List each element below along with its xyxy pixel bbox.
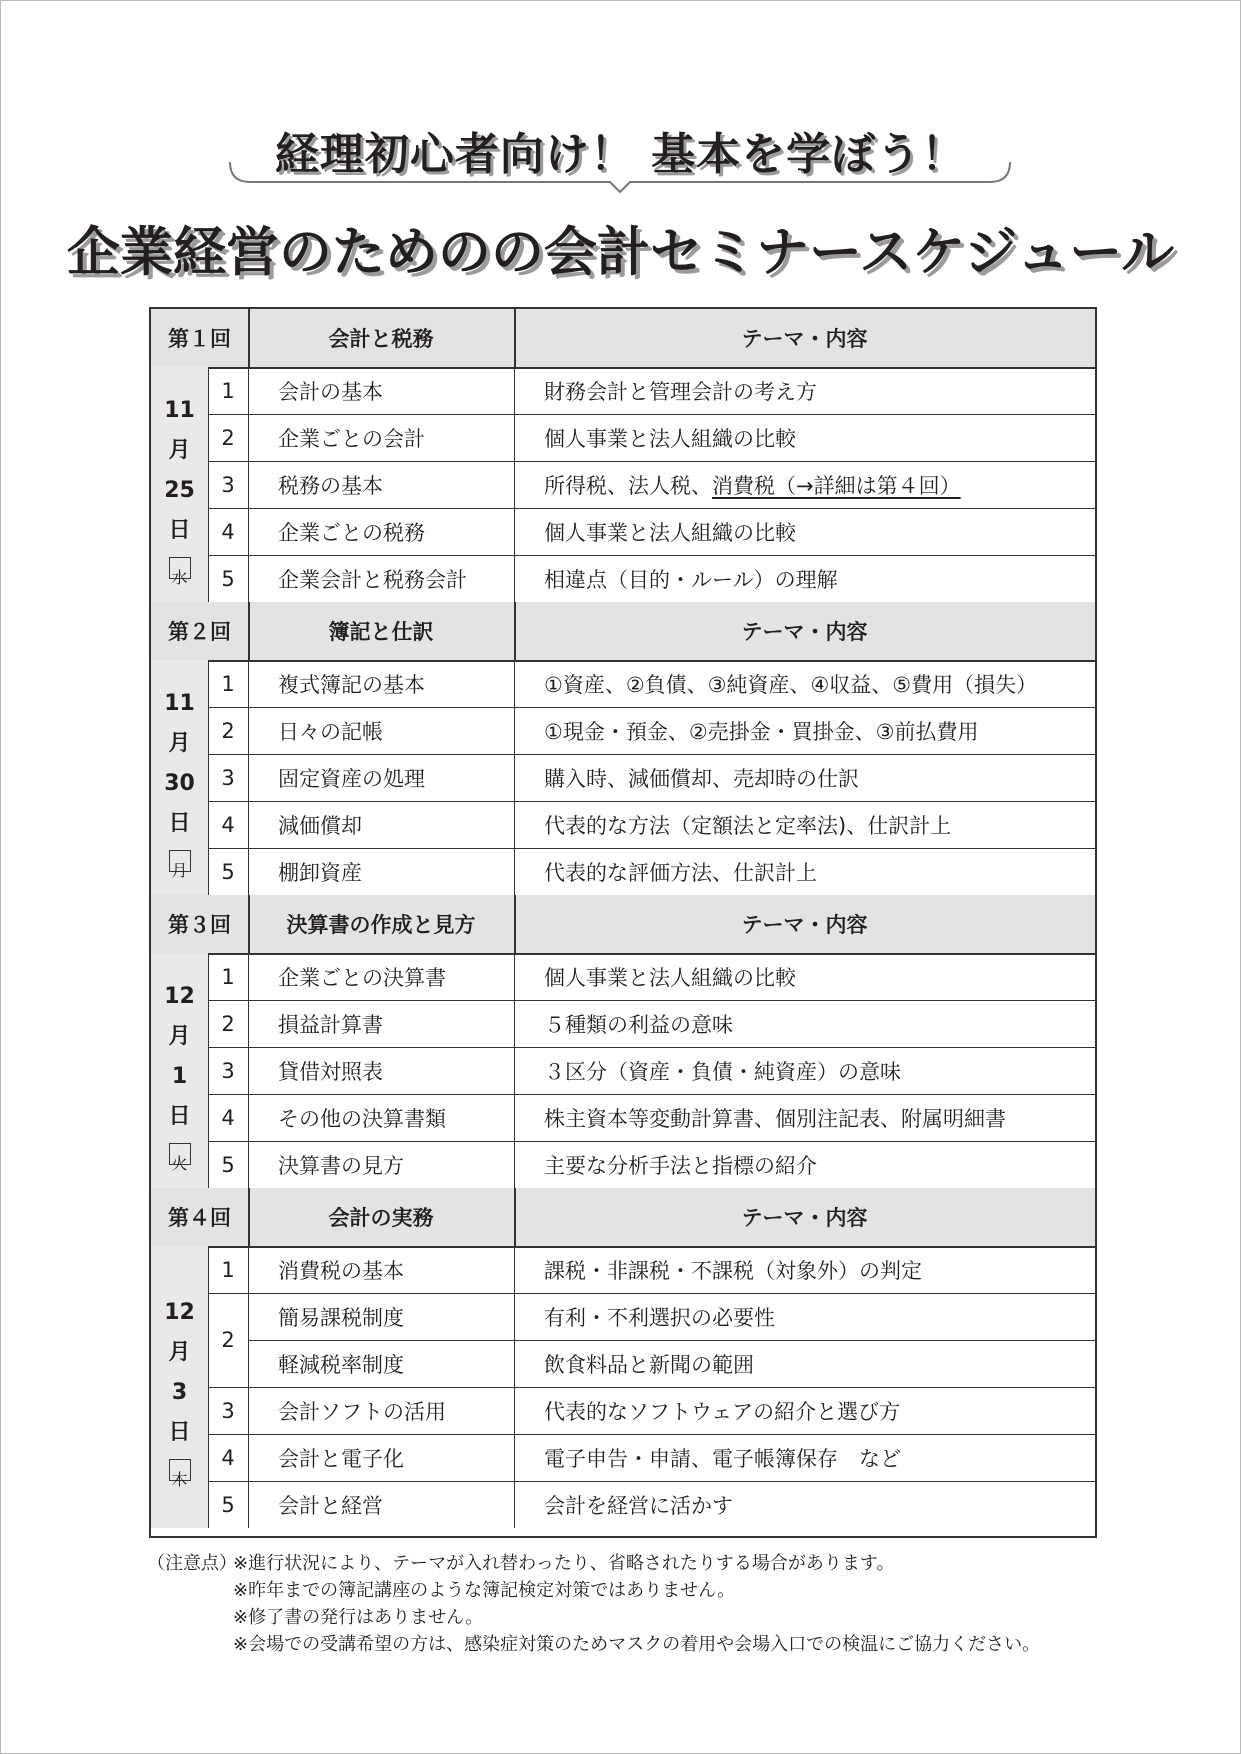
session-date bbox=[151, 953, 208, 1188]
date-part: 月 bbox=[168, 730, 191, 756]
row-topic: 日々の記帳 bbox=[278, 719, 383, 744]
notes bbox=[147, 1550, 1107, 1658]
row-topic: 固定資産の処理 bbox=[278, 766, 425, 791]
row-content-text: ５種類の利益の意味 bbox=[544, 1012, 733, 1037]
session-category: 会計と税務 bbox=[328, 327, 434, 351]
row-content-text: 飲食料品と新聞の範囲 bbox=[544, 1352, 754, 1377]
date-part: 3 bbox=[171, 1380, 188, 1405]
row-topic: 複式簿記の基本 bbox=[278, 672, 425, 697]
column-divider bbox=[248, 1188, 250, 1246]
date-part: 日 bbox=[168, 517, 191, 543]
row-content bbox=[514, 461, 1095, 508]
row-number: 1 bbox=[221, 671, 235, 696]
column-divider bbox=[248, 895, 250, 953]
note-row bbox=[147, 1604, 1107, 1631]
column-divider bbox=[514, 367, 515, 602]
row-number: 4 bbox=[221, 812, 235, 837]
row-topic: 企業ごとの会計 bbox=[278, 426, 425, 451]
date-part: 月 bbox=[168, 437, 191, 463]
row-content bbox=[514, 1434, 1095, 1481]
note-row bbox=[147, 1631, 1107, 1658]
row-content bbox=[514, 707, 1095, 754]
column-divider bbox=[514, 660, 515, 895]
schedule-table bbox=[149, 307, 1097, 1538]
session-label: 第３回 bbox=[168, 913, 231, 937]
theme-header: テーマ・内容 bbox=[741, 913, 868, 937]
row-topic: 棚卸資産 bbox=[278, 860, 362, 885]
column-divider bbox=[208, 367, 209, 602]
row-number: 1 bbox=[221, 964, 235, 989]
date-part: 月 bbox=[168, 1340, 191, 1365]
column-divider bbox=[514, 953, 515, 1188]
session-date bbox=[151, 660, 208, 895]
row-content bbox=[514, 1293, 1095, 1340]
column-divider bbox=[248, 367, 249, 602]
note-row bbox=[147, 1577, 1107, 1604]
note-line: ※進行状況により、テーマが入れ替わったり、省略されたりする場合があります。 bbox=[233, 1553, 895, 1574]
row-content-text: 相違点（目的・ルール）の理解 bbox=[544, 567, 838, 592]
row-number: 3 bbox=[221, 1058, 235, 1083]
note-line: ※修了書の発行はありません。 bbox=[233, 1607, 484, 1628]
row-content bbox=[514, 367, 1095, 414]
row-content bbox=[514, 754, 1095, 801]
date-part: 12 bbox=[164, 983, 195, 1009]
row-topic: その他の決算書類 bbox=[278, 1106, 446, 1131]
row-content-text: 主要な分析手法と指標の紹介 bbox=[544, 1153, 817, 1178]
row-number: 2 bbox=[221, 718, 235, 743]
row-content bbox=[514, 660, 1095, 707]
row-content-text: 個人事業と法人組織の比較 bbox=[544, 965, 796, 990]
row-number: 2 bbox=[221, 1011, 235, 1036]
weekday-badge: 水 bbox=[169, 557, 191, 579]
row-number: 3 bbox=[221, 1398, 235, 1423]
session-label: 第１回 bbox=[168, 327, 231, 351]
column-divider bbox=[248, 660, 249, 895]
row-content-text: ３区分（資産・負債・純資産）の意味 bbox=[544, 1059, 901, 1084]
row-topic: 損益計算書 bbox=[278, 1012, 383, 1037]
date-part: 12 bbox=[164, 1300, 195, 1325]
row-content-text: 電子申告・申請、電子帳簿保存 など bbox=[544, 1446, 901, 1471]
weekday-badge: 月 bbox=[169, 850, 191, 872]
row-topic: 消費税の基本 bbox=[278, 1258, 404, 1283]
note-line: ※会場での受講希望の方は、感染症対策のためマスクの着用や会場入口での検温にご協力ください。 bbox=[233, 1634, 1041, 1655]
row-number: 4 bbox=[221, 1445, 235, 1470]
session-label: 第４回 bbox=[168, 1206, 231, 1230]
row-content bbox=[514, 1481, 1095, 1528]
date-part: 月 bbox=[168, 1023, 191, 1049]
session-category: 簿記と仕訳 bbox=[328, 620, 434, 644]
column-divider bbox=[208, 660, 209, 895]
row-topic: 減価償却 bbox=[278, 813, 362, 838]
column-divider bbox=[514, 309, 516, 367]
weekday-badge: 火 bbox=[169, 1143, 191, 1165]
session-category: 会計の実務 bbox=[328, 1206, 434, 1230]
row-topic: 会計ソフトの活用 bbox=[278, 1399, 446, 1424]
row-content bbox=[514, 1387, 1095, 1434]
row-content-note: 消費税（→詳細は第４回） bbox=[712, 473, 961, 498]
row-content-text: 個人事業と法人組織の比較 bbox=[544, 426, 796, 451]
row-topic: 決算書の見方 bbox=[278, 1153, 404, 1178]
row-content bbox=[514, 1246, 1095, 1293]
row-topic: 軽減税率制度 bbox=[278, 1352, 404, 1377]
row-topic: 会計と電子化 bbox=[278, 1446, 404, 1471]
row-topic: 貸借対照表 bbox=[278, 1059, 383, 1084]
date-part: 25 bbox=[164, 477, 195, 503]
row-number: 3 bbox=[221, 765, 235, 790]
column-divider bbox=[248, 953, 249, 1188]
row-content-text: 代表的な評価方法、仕訳計上 bbox=[544, 860, 817, 885]
column-divider bbox=[514, 1246, 515, 1528]
row-content bbox=[514, 953, 1095, 1000]
date-part: 日 bbox=[168, 1420, 191, 1445]
session-date bbox=[151, 367, 208, 602]
row-content bbox=[514, 848, 1095, 895]
session-label: 第２回 bbox=[168, 620, 231, 644]
row-content bbox=[514, 1141, 1095, 1188]
row-topic: 企業ごとの決算書 bbox=[278, 965, 446, 990]
row-content-text: 課税・非課税・不課税（対象外）の判定 bbox=[544, 1258, 922, 1283]
row-number: 5 bbox=[221, 566, 235, 591]
date-part: 30 bbox=[164, 770, 195, 796]
row-content-text: 代表的な方法（定額法と定率法)、仕訳計上 bbox=[544, 813, 952, 838]
weekday-badge: 木 bbox=[169, 1459, 191, 1481]
row-content-text: ①現金・預金、②売掛金・買掛金、③前払費用 bbox=[544, 719, 979, 744]
row-topic: 会計と経営 bbox=[278, 1493, 383, 1518]
main-title: 企業経営のためのの会計セミナースケジュール bbox=[66, 222, 1175, 283]
row-number: 5 bbox=[221, 859, 235, 884]
date-part: 1 bbox=[171, 1063, 188, 1089]
row-content-text: 個人事業と法人組織の比較 bbox=[544, 520, 796, 545]
row-content-text: 有利・不利選択の必要性 bbox=[544, 1305, 775, 1330]
row-content bbox=[514, 1340, 1095, 1387]
date-part: 11 bbox=[164, 397, 195, 423]
row-content bbox=[514, 801, 1095, 848]
row-content-text: 購入時、減価償却、売却時の仕訳 bbox=[544, 766, 859, 791]
notes-label: （注意点） bbox=[147, 1553, 237, 1574]
session-category: 決算書の作成と見方 bbox=[286, 913, 476, 937]
row-number: 1 bbox=[221, 1257, 235, 1282]
row-topic: 会計の基本 bbox=[278, 379, 383, 404]
row-number: 3 bbox=[221, 472, 235, 497]
row-content-text: 財務会計と管理会計の考え方 bbox=[544, 379, 817, 404]
row-content-text: ①資産、②負債、③純資産、④収益、⑤費用（損失） bbox=[544, 672, 1038, 697]
session-date bbox=[151, 1246, 208, 1528]
row-number: 4 bbox=[221, 519, 235, 544]
row-topic: 企業会計と税務会計 bbox=[278, 567, 467, 592]
row-content bbox=[514, 555, 1095, 602]
row-number: 2 bbox=[221, 1328, 235, 1352]
row-content-text: 代表的なソフトウェアの紹介と選び方 bbox=[544, 1399, 901, 1424]
row-content bbox=[514, 508, 1095, 555]
theme-header: テーマ・内容 bbox=[741, 1206, 868, 1230]
column-divider bbox=[248, 602, 250, 660]
row-topic: 簡易課税制度 bbox=[278, 1305, 404, 1330]
row-number: 5 bbox=[221, 1492, 235, 1517]
column-divider bbox=[514, 895, 516, 953]
date-part: 日 bbox=[168, 1103, 191, 1129]
row-content bbox=[514, 1000, 1095, 1047]
column-divider bbox=[248, 1246, 249, 1528]
row-content bbox=[514, 1094, 1095, 1141]
row-number: 2 bbox=[221, 425, 235, 450]
date-part: 11 bbox=[164, 690, 195, 716]
row-content-text: 所得税、法人税、 bbox=[544, 473, 712, 498]
column-divider bbox=[248, 309, 250, 367]
theme-header: テーマ・内容 bbox=[741, 620, 868, 644]
note-row bbox=[147, 1550, 1107, 1577]
column-divider bbox=[514, 1188, 516, 1246]
row-topic: 企業ごとの税務 bbox=[278, 520, 425, 545]
row-content bbox=[514, 414, 1095, 461]
column-divider bbox=[208, 1246, 209, 1528]
date-part: 日 bbox=[168, 810, 191, 836]
row-topic: 税務の基本 bbox=[278, 473, 383, 498]
subtitle: 経理初心者向け！ 基本を学ぼう！ bbox=[274, 129, 967, 180]
note-line: ※昨年までの簿記講座のような簿記検定対策ではありません。 bbox=[233, 1580, 736, 1601]
column-divider bbox=[208, 953, 209, 1188]
column-divider bbox=[514, 602, 516, 660]
theme-header: テーマ・内容 bbox=[741, 327, 868, 351]
row-content-text: 株主資本等変動計算書、個別注記表、附属明細書 bbox=[544, 1106, 1006, 1131]
subtitle-bracket bbox=[0, 158, 1241, 198]
row-number: 1 bbox=[221, 378, 235, 403]
row-number: 4 bbox=[221, 1105, 235, 1130]
row-content-text: 会計を経営に活かす bbox=[544, 1493, 733, 1518]
row-content bbox=[514, 1047, 1095, 1094]
row-number: 5 bbox=[221, 1152, 235, 1177]
